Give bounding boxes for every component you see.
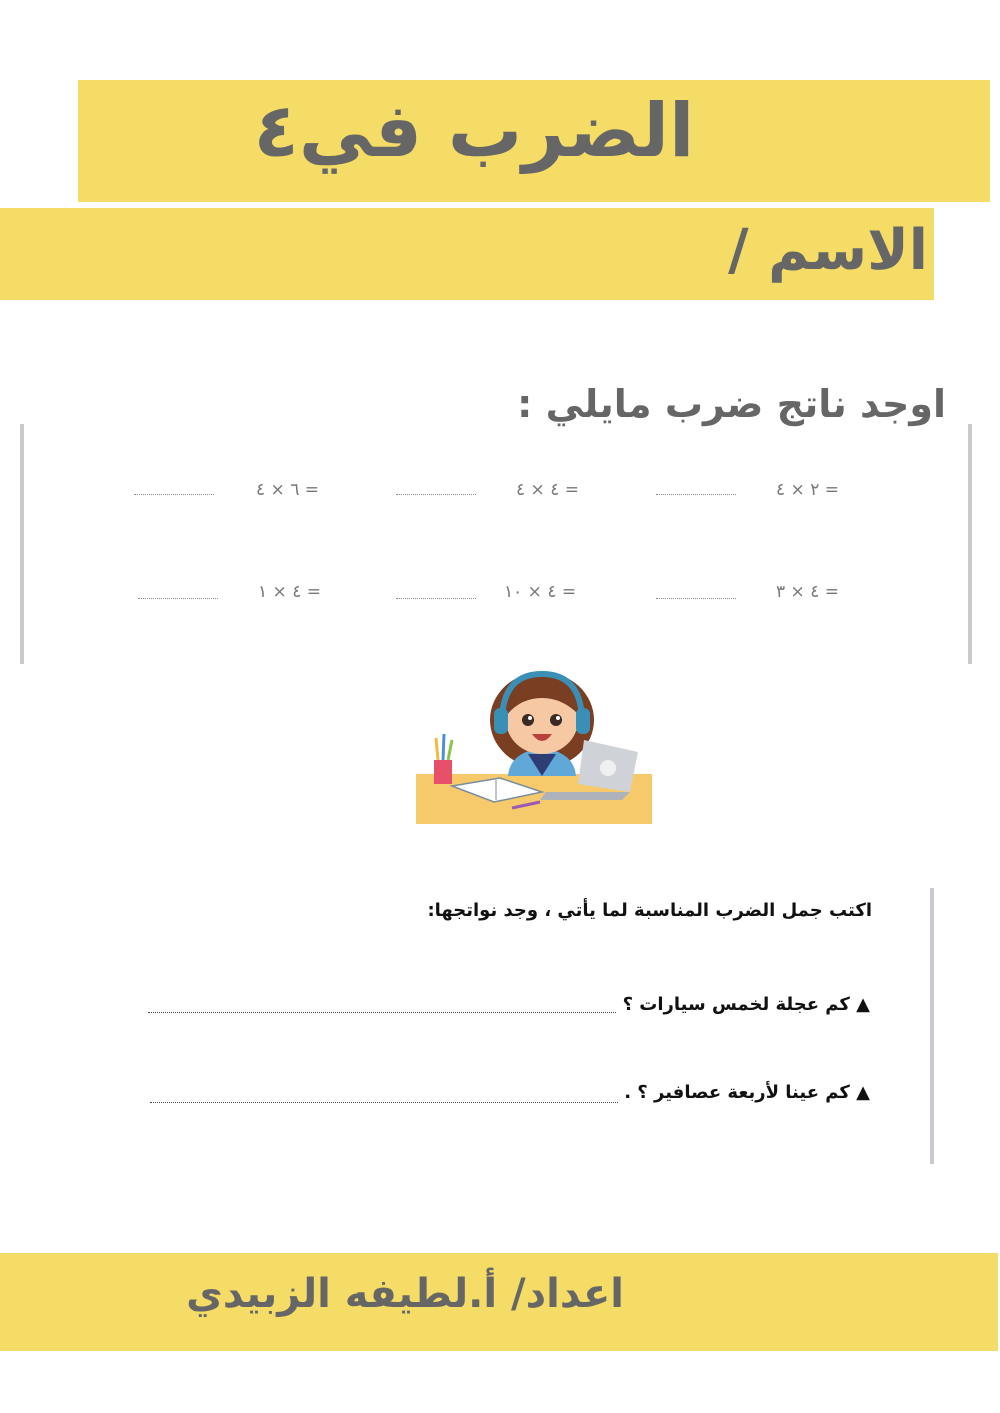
triangle-bullet-icon: ▲ [856, 994, 870, 1015]
exercise1-item-3: ٦ × ٤ = [256, 480, 319, 500]
answer-line-1[interactable] [148, 1012, 616, 1013]
exercise1-heading: اوجد ناتج ضرب مايلي : [517, 382, 946, 426]
answer-blank-3[interactable] [134, 494, 214, 495]
girl-studying-illustration [416, 668, 652, 824]
exercise1-right-border [968, 424, 972, 664]
name-band [0, 208, 934, 300]
answer-line-2[interactable] [150, 1102, 618, 1103]
exercise1-item-1: ٢ × ٤ = [776, 480, 839, 500]
page-title: الضرب في٤ [253, 88, 695, 174]
author-credit: اعداد/ أ.لطيفه الزبيدي [186, 1271, 624, 1317]
answer-blank-2[interactable] [396, 494, 476, 495]
exercise2-question-1 [623, 994, 870, 1015]
answer-blank-6[interactable] [138, 598, 218, 599]
exercise1-item-4: ٤ × ٣ = [776, 582, 839, 602]
triangle-bullet-icon: ▲ [856, 1082, 870, 1103]
exercise2-question-2 [624, 1082, 870, 1103]
answer-blank-5[interactable] [396, 598, 476, 599]
exercise1-item-5: ٤ × ١٠ = [504, 582, 577, 602]
exercise1-left-border [20, 424, 24, 664]
exercise2-instruction: اكتب جمل الضرب المناسبة لما يأتي ، وجد نواتجها: [427, 900, 872, 921]
footer-band [0, 1253, 998, 1351]
question-text: كم عجلة لخمس سيارات ؟ [622, 994, 850, 1015]
answer-blank-4[interactable] [656, 598, 736, 599]
answer-blank-1[interactable] [656, 494, 736, 495]
pencil-cup-shape [434, 760, 452, 784]
name-label: الاسم / [728, 218, 928, 283]
exercise2-right-border [930, 888, 934, 1164]
title-band [78, 80, 990, 202]
exercise1-item-6: ٤ × ١ = [258, 582, 321, 602]
exercise1-item-2: ٤ × ٤ = [516, 480, 579, 500]
question-text: كم عينا لأربعة عصافير ؟ . [624, 1082, 850, 1103]
